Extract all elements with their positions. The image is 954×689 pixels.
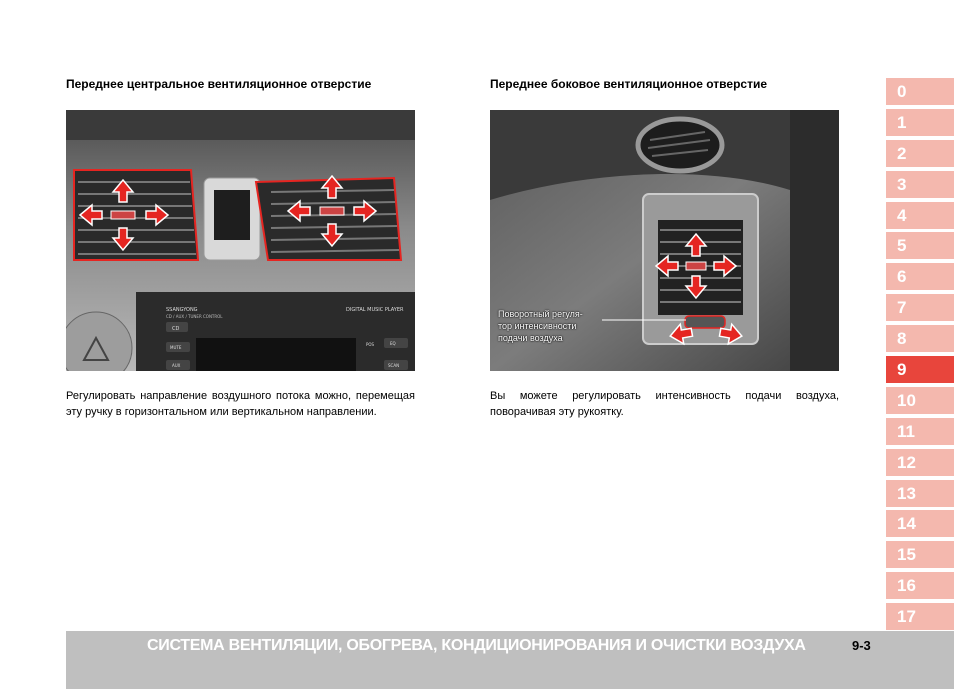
right-heading: Переднее боковое вентиляционное отверстие xyxy=(490,77,767,91)
tab-chapter-7[interactable]: 7 xyxy=(886,294,954,321)
tab-chapter-14[interactable]: 14 xyxy=(886,510,954,537)
tab-chapter-1[interactable]: 1 xyxy=(886,109,954,136)
tab-chapter-10[interactable]: 10 xyxy=(886,387,954,414)
photo-btn-mute: MUTE xyxy=(170,345,182,350)
tab-chapter-12[interactable]: 12 xyxy=(886,449,954,476)
tab-chapter-4[interactable]: 4 xyxy=(886,202,954,229)
photo-brand-label: SSANGYONG xyxy=(166,307,198,313)
section-title: СИСТЕМА ВЕНТИЛЯЦИИ, ОБОГРЕВА, КОНДИЦИОНИРОВАНИЯ И ОЧИСТКИ ВОЗДУХА xyxy=(147,637,806,654)
tab-chapter-15[interactable]: 15 xyxy=(886,541,954,568)
tab-chapter-16[interactable]: 16 xyxy=(886,572,954,599)
tab-chapter-5[interactable]: 5 xyxy=(886,232,954,259)
chapter-tabs xyxy=(886,78,954,634)
tab-chapter-9[interactable]: 9 xyxy=(886,356,954,383)
rotary-regulator-callout xyxy=(498,308,583,344)
page-number: 9-3 xyxy=(852,638,871,653)
right-paragraph: Вы можете регулировать интенсивность подачи воздуха, поворачивая эту рукоятку. xyxy=(490,390,839,418)
left-heading: Переднее центральное вентиляционное отверстие xyxy=(66,77,372,91)
footer-bar xyxy=(66,631,954,689)
photo-btn-eq: EQ xyxy=(390,341,396,346)
tab-chapter-17[interactable]: 17 xyxy=(886,603,954,630)
photo-btn-scan: SCAN xyxy=(388,363,400,368)
callout-line-2: тор интенсивности xyxy=(498,321,577,331)
tab-chapter-8[interactable]: 8 xyxy=(886,325,954,352)
tab-chapter-6[interactable]: 6 xyxy=(886,263,954,290)
callout-line-1: Поворотный регуля- xyxy=(498,309,583,319)
left-paragraph: Регулировать направление воздушного потока можно, перемещая эту ручку в горизонтальном или вертикальном направлении. xyxy=(66,390,415,418)
photo-btn-aux: AUX xyxy=(172,363,181,368)
tab-chapter-11[interactable]: 11 xyxy=(886,418,954,445)
tab-chapter-2[interactable]: 2 xyxy=(886,140,954,167)
photo-player-label: DIGITAL MUSIC PLAYER xyxy=(346,307,404,313)
tab-chapter-3[interactable]: 3 xyxy=(886,171,954,198)
side-vent-photo xyxy=(490,110,839,371)
tab-chapter-13[interactable]: 13 xyxy=(886,480,954,507)
callout-line-3: подачи воздуха xyxy=(498,333,563,343)
photo-control-label: CD / AUX / TUNER CONTROL xyxy=(166,314,223,319)
photo-btn-cd: CD xyxy=(172,326,180,332)
tab-chapter-0[interactable]: 0 xyxy=(886,78,954,105)
center-vent-photo xyxy=(66,110,415,371)
photo-btn-pos: POS xyxy=(366,342,375,347)
